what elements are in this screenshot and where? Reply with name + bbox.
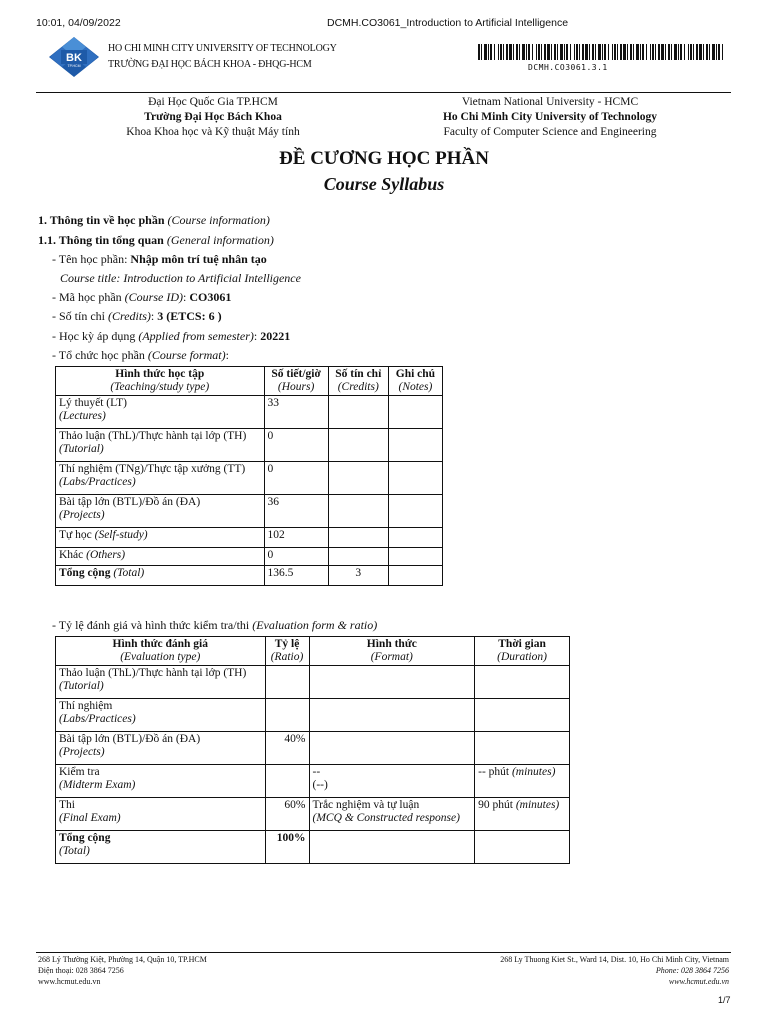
row-label: Thí nghiệm bbox=[59, 700, 113, 712]
footer-divider bbox=[36, 952, 731, 953]
row-label: Tự học bbox=[59, 529, 95, 541]
course-name-line bbox=[52, 252, 267, 267]
total-ratio-cell: 100% bbox=[265, 831, 309, 864]
footer-address-vi: 268 Lý Thường Kiệt, Phường 14, Quận 10, TP.HCM bbox=[38, 955, 207, 964]
semester-en: (Applied from semester) bbox=[138, 329, 254, 343]
footer-right bbox=[420, 954, 729, 987]
section-1-1-heading bbox=[38, 233, 274, 248]
university-name-en: HO CHI MINH CITY UNIVERSITY OF TECHNOLOGY bbox=[108, 43, 337, 54]
ratio-cell bbox=[265, 699, 309, 732]
semester-value: 20221 bbox=[260, 329, 291, 343]
hours-cell: 0 bbox=[264, 429, 328, 462]
print-document-title: DCMH.CO3061_Introduction to Artificial Intelligence bbox=[327, 17, 569, 29]
course-name-value: Nhập môn trí tuệ nhân tạo bbox=[130, 252, 267, 266]
bk-logo-icon bbox=[48, 36, 100, 78]
section-1-1-en: (General information) bbox=[166, 233, 274, 247]
document-subtitle: Course Syllabus bbox=[323, 174, 445, 194]
course-id-value: CO3061 bbox=[189, 290, 232, 304]
evaluation-en: (Evaluation form & ratio) bbox=[252, 618, 378, 632]
row-label: Bài tập lớn (BTL)/Đồ án (ĐA) bbox=[59, 733, 201, 745]
hours-cell: 36 bbox=[264, 495, 328, 528]
table-header-cell: Tỷ lệ (Ratio) bbox=[265, 637, 309, 666]
left-header-line2: Trường Đại Học Bách Khoa bbox=[144, 111, 282, 123]
section-1-en: (Course information) bbox=[167, 213, 270, 227]
semester-label: - Học kỳ áp dụng bbox=[52, 329, 139, 343]
table-total-row: Tổng cộng (Total) 136.5 3 bbox=[56, 566, 443, 586]
footer-phone-vi: Điện thoại: 028 3864 7256 bbox=[38, 966, 124, 975]
course-format-en: (Course format) bbox=[147, 348, 226, 362]
evaluation-line bbox=[52, 618, 377, 633]
left-header bbox=[108, 95, 318, 140]
hours-cell: 33 bbox=[264, 396, 328, 429]
semester-line bbox=[52, 329, 290, 344]
university-name-vi: TRƯỜNG ĐẠI HỌC BÁCH KHOA - ĐHQG-HCM bbox=[108, 59, 312, 70]
table-header-cell: Thời gian (Duration) bbox=[475, 637, 570, 666]
row-label: Thi bbox=[59, 799, 75, 811]
credits-en: (Credits) bbox=[108, 309, 151, 323]
section-1-heading bbox=[38, 213, 270, 228]
evaluation-table bbox=[55, 636, 570, 864]
footer-website-en[interactable]: www.hcmut.edu.vn bbox=[668, 977, 729, 986]
right-header-line2: Ho Chi Minh City University of Technology bbox=[442, 111, 658, 123]
left-header-line1: Đại Học Quốc Gia TP.HCM bbox=[148, 96, 278, 108]
footer-website-vi[interactable]: www.hcmut.edu.vn bbox=[38, 977, 101, 986]
right-header-line1: Vietnam National University - HCMC bbox=[461, 96, 639, 108]
ratio-cell: 40% bbox=[265, 732, 309, 765]
table-header-row bbox=[56, 637, 570, 666]
total-hours-cell: 136.5 bbox=[264, 566, 328, 586]
course-format-label: - Tổ chức học phần bbox=[52, 348, 148, 362]
table-header-cell: Hình thức học tập (Teaching/study type) bbox=[56, 367, 265, 396]
table-header-cell: Số tín chỉ (Credits) bbox=[328, 367, 388, 396]
row-label: Bài tập lớn (BTL)/Đồ án (ĐA) bbox=[59, 496, 201, 508]
logo-text: BK bbox=[66, 52, 82, 64]
hours-cell: 0 bbox=[264, 548, 328, 566]
table-row: Khác (Others) 0 bbox=[56, 548, 443, 566]
table-row: Thi (Final Exam) 60% Trắc nghiệm và tự luận (MCQ & Constructed response) 90 phút (minutes) bbox=[56, 798, 570, 831]
table-row: Thảo luận (ThL)/Thực hành tại lớp (TH) (Tutorial) 0 bbox=[56, 429, 443, 462]
header-divider bbox=[36, 92, 731, 93]
section-1-1-label: 1.1. Thông tin tổng quan bbox=[38, 233, 164, 247]
table-row: Tự học (Self-study) 102 bbox=[56, 528, 443, 548]
print-timestamp: 10:01, 04/09/2022 bbox=[36, 17, 121, 29]
table-row: Bài tập lớn (BTL)/Đồ án (ĐA) (Projects) 36 bbox=[56, 495, 443, 528]
course-format-table bbox=[55, 366, 443, 586]
table-row: Kiểm tra (Midterm Exam) -- (--) -- phút (minutes) bbox=[56, 765, 570, 798]
course-id-en: (Course ID) bbox=[124, 290, 183, 304]
barcode-icon bbox=[478, 44, 726, 60]
table-row: Thí nghiệm (TNg)/Thực tập xưởng (TT) (Labs/Practices) 0 bbox=[56, 462, 443, 495]
row-label: Khác bbox=[59, 549, 87, 561]
credits-colon: : bbox=[150, 309, 158, 323]
credits-value: 3 (ETCS: 6 ) bbox=[157, 309, 222, 323]
table-total-row: Tổng cộng (Total) 100% bbox=[56, 831, 570, 864]
course-format-colon: : bbox=[225, 348, 229, 362]
barcode-text: DCMH.CO3061.3.1 bbox=[528, 63, 608, 72]
footer-phone-en: Phone: 028 3864 7256 bbox=[655, 966, 729, 975]
row-label: Thí nghiệm (TNg)/Thực tập xưởng (TT) bbox=[59, 463, 246, 475]
section-1-label: 1. Thông tin về học phần bbox=[38, 213, 165, 227]
total-credits-cell: 3 bbox=[328, 566, 388, 586]
credits-line bbox=[52, 309, 222, 324]
table-header-cell: Hình thức (Format) bbox=[309, 637, 475, 666]
course-id-line bbox=[52, 290, 231, 305]
row-label: Kiểm tra bbox=[59, 766, 100, 778]
ratio-cell: 60% bbox=[265, 798, 309, 831]
ratio-cell bbox=[265, 666, 309, 699]
logo-subtext: TP.HCM bbox=[67, 64, 81, 68]
page-number: 1/7 bbox=[718, 995, 731, 1005]
course-id-colon: : bbox=[182, 290, 190, 304]
left-header-line3: Khoa Khoa học và Kỹ thuật Máy tính bbox=[126, 126, 300, 138]
course-title-en: Course title: Introduction to Artificial Intelligence bbox=[60, 271, 301, 285]
table-row: Lý thuyết (LT) (Lectures) 33 bbox=[56, 396, 443, 429]
course-id-label: - Mã học phần bbox=[52, 290, 125, 304]
row-label: Thảo luận (ThL)/Thực hành tại lớp (TH) bbox=[59, 667, 247, 679]
course-format-line bbox=[52, 348, 229, 363]
course-name-label: - Tên học phần: bbox=[52, 252, 131, 266]
right-header-line3: Faculty of Computer Science and Engineering bbox=[443, 126, 657, 138]
row-label: Lý thuyết (LT) bbox=[59, 397, 127, 409]
right-header bbox=[420, 95, 680, 140]
credits-label: - Số tín chỉ bbox=[52, 309, 108, 323]
document-title: ĐỀ CƯƠNG HỌC PHẦN bbox=[279, 148, 489, 169]
evaluation-label: - Tỷ lệ đánh giá và hình thức kiểm tra/thi bbox=[52, 618, 253, 632]
hours-cell: 102 bbox=[264, 528, 328, 548]
table-header-cell: Hình thức đánh giá (Evaluation type) bbox=[56, 637, 266, 666]
table-header-cell: Ghi chú (Notes) bbox=[388, 367, 442, 396]
table-row: Thí nghiệm (Labs/Practices) bbox=[56, 699, 570, 732]
row-label: Thảo luận (ThL)/Thực hành tại lớp (TH) bbox=[59, 430, 247, 442]
table-header-row bbox=[56, 367, 443, 396]
hours-cell: 0 bbox=[264, 462, 328, 495]
table-row: Bài tập lớn (BTL)/Đồ án (ĐA) (Projects) 40% bbox=[56, 732, 570, 765]
semester-colon: : bbox=[253, 329, 261, 343]
footer-left bbox=[38, 954, 207, 987]
course-title-line bbox=[60, 271, 301, 286]
ratio-cell bbox=[265, 765, 309, 798]
table-row: Thảo luận (ThL)/Thực hành tại lớp (TH) (Tutorial) bbox=[56, 666, 570, 699]
footer-address-en: 268 Ly Thuong Kiet St., Ward 14, Dist. 10, Ho Chi Minh City, Vietnam bbox=[500, 955, 729, 964]
table-header-cell: Số tiết/giờ (Hours) bbox=[264, 367, 328, 396]
